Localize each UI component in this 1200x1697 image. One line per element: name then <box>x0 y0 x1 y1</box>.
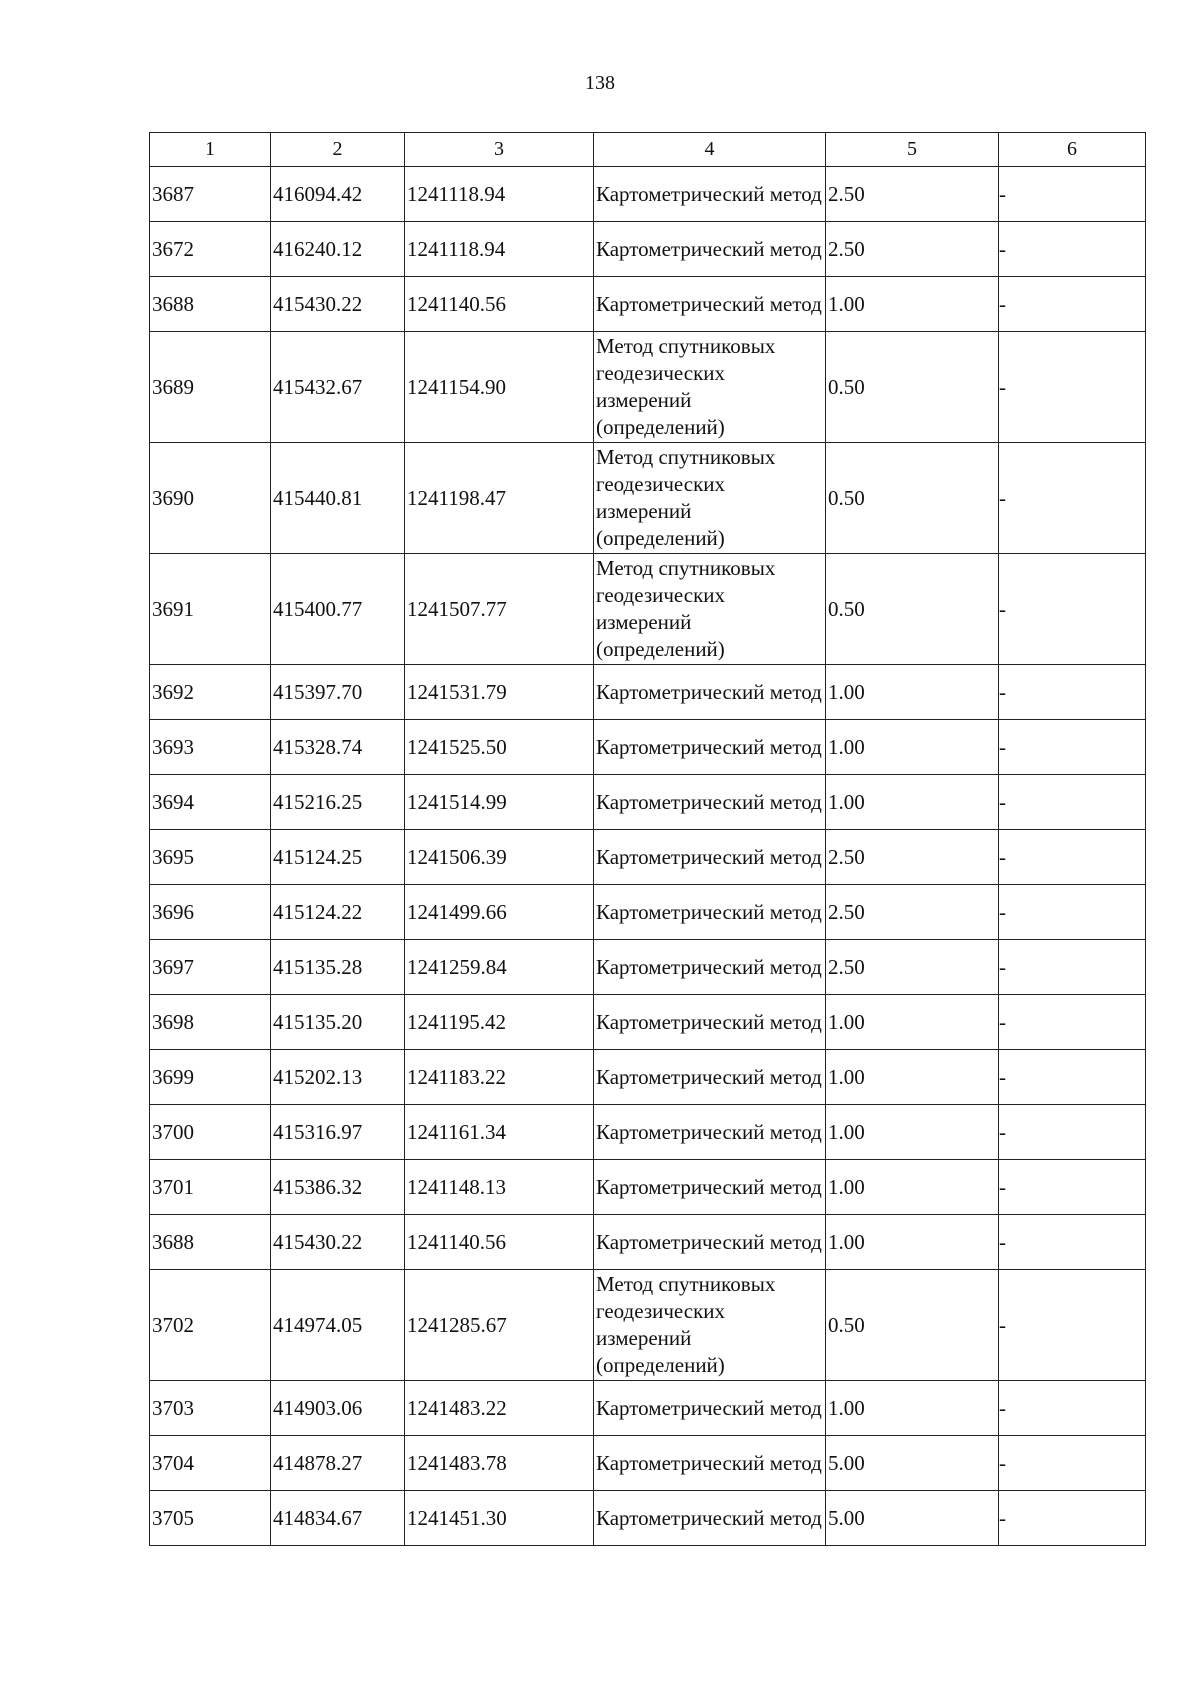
coordinate-y-cell: 1241507.77 <box>405 554 594 665</box>
method-cell: Метод спутниковых геодезических измерений (определений) <box>594 554 826 665</box>
table-row <box>150 775 1146 830</box>
method-cell: Метод спутниковых геодезических измерений (определений) <box>594 332 826 443</box>
column-header-5: 5 <box>826 133 999 167</box>
precision-cell: 1.00 <box>826 775 999 830</box>
method-cell: Картометрический метод <box>594 1491 826 1546</box>
method-cell: Картометрический метод <box>594 222 826 277</box>
point-number-cell: 3705 <box>150 1491 271 1546</box>
table-header-row <box>150 133 1146 167</box>
point-number-cell: 3695 <box>150 830 271 885</box>
note-cell: - <box>999 995 1146 1050</box>
note-cell: - <box>999 720 1146 775</box>
table-row <box>150 1105 1146 1160</box>
point-number-cell: 3700 <box>150 1105 271 1160</box>
table-row <box>150 1270 1146 1381</box>
table-row <box>150 167 1146 222</box>
coordinate-x-cell: 416094.42 <box>271 167 405 222</box>
point-number-cell: 3697 <box>150 940 271 995</box>
point-number-cell: 3696 <box>150 885 271 940</box>
method-cell: Картометрический метод <box>594 1436 826 1491</box>
precision-cell: 0.50 <box>826 332 999 443</box>
note-cell: - <box>999 1381 1146 1436</box>
coordinate-y-cell: 1241118.94 <box>405 167 594 222</box>
table-row <box>150 885 1146 940</box>
precision-cell: 2.50 <box>826 830 999 885</box>
method-cell: Картометрический метод <box>594 665 826 720</box>
coordinate-y-cell: 1241451.30 <box>405 1491 594 1546</box>
coordinate-x-cell: 415328.74 <box>271 720 405 775</box>
point-number-cell: 3690 <box>150 443 271 554</box>
method-cell: Картометрический метод <box>594 830 826 885</box>
note-cell: - <box>999 1215 1146 1270</box>
coordinate-x-cell: 415135.20 <box>271 995 405 1050</box>
coordinate-x-cell: 414834.67 <box>271 1491 405 1546</box>
note-cell: - <box>999 830 1146 885</box>
table-row <box>150 1381 1146 1436</box>
note-cell: - <box>999 1270 1146 1381</box>
column-header-1: 1 <box>150 133 271 167</box>
point-number-cell: 3687 <box>150 167 271 222</box>
table-row <box>150 940 1146 995</box>
precision-cell: 2.50 <box>826 167 999 222</box>
precision-cell: 1.00 <box>826 665 999 720</box>
table-row <box>150 995 1146 1050</box>
coordinate-y-cell: 1241499.66 <box>405 885 594 940</box>
note-cell: - <box>999 775 1146 830</box>
point-number-cell: 3694 <box>150 775 271 830</box>
coordinates-table <box>149 132 1146 1546</box>
coordinate-y-cell: 1241531.79 <box>405 665 594 720</box>
table-row <box>150 443 1146 554</box>
point-number-cell: 3699 <box>150 1050 271 1105</box>
precision-cell: 5.00 <box>826 1436 999 1491</box>
coordinate-y-cell: 1241259.84 <box>405 940 594 995</box>
note-cell: - <box>999 1160 1146 1215</box>
coordinate-x-cell: 415316.97 <box>271 1105 405 1160</box>
method-cell: Картометрический метод <box>594 1215 826 1270</box>
method-cell: Метод спутниковых геодезических измерений (определений) <box>594 443 826 554</box>
method-cell: Картометрический метод <box>594 940 826 995</box>
table-row <box>150 554 1146 665</box>
coordinate-x-cell: 415400.77 <box>271 554 405 665</box>
table-row <box>150 222 1146 277</box>
method-cell: Картометрический метод <box>594 720 826 775</box>
table-row <box>150 277 1146 332</box>
note-cell: - <box>999 332 1146 443</box>
coordinate-y-cell: 1241483.22 <box>405 1381 594 1436</box>
point-number-cell: 3702 <box>150 1270 271 1381</box>
method-cell: Картометрический метод <box>594 277 826 332</box>
method-cell: Метод спутниковых геодезических измерений (определений) <box>594 1270 826 1381</box>
precision-cell: 2.50 <box>826 885 999 940</box>
note-cell: - <box>999 443 1146 554</box>
note-cell: - <box>999 1050 1146 1105</box>
coordinate-y-cell: 1241161.34 <box>405 1105 594 1160</box>
point-number-cell: 3691 <box>150 554 271 665</box>
precision-cell: 5.00 <box>826 1491 999 1546</box>
method-cell: Картометрический метод <box>594 1160 826 1215</box>
method-cell: Картометрический метод <box>594 775 826 830</box>
method-cell: Картометрический метод <box>594 1050 826 1105</box>
table-body <box>150 167 1146 1546</box>
coordinate-x-cell: 415202.13 <box>271 1050 405 1105</box>
precision-cell: 1.00 <box>826 995 999 1050</box>
point-number-cell: 3698 <box>150 995 271 1050</box>
method-cell: Картометрический метод <box>594 167 826 222</box>
precision-cell: 1.00 <box>826 277 999 332</box>
precision-cell: 1.00 <box>826 1050 999 1105</box>
precision-cell: 0.50 <box>826 1270 999 1381</box>
coordinate-y-cell: 1241514.99 <box>405 775 594 830</box>
coordinate-x-cell: 415124.22 <box>271 885 405 940</box>
coordinate-y-cell: 1241483.78 <box>405 1436 594 1491</box>
coordinate-y-cell: 1241140.56 <box>405 277 594 332</box>
coordinate-y-cell: 1241525.50 <box>405 720 594 775</box>
precision-cell: 2.50 <box>826 222 999 277</box>
note-cell: - <box>999 167 1146 222</box>
coordinate-y-cell: 1241195.42 <box>405 995 594 1050</box>
method-cell: Картометрический метод <box>594 995 826 1050</box>
coordinate-x-cell: 415432.67 <box>271 332 405 443</box>
precision-cell: 1.00 <box>826 720 999 775</box>
coordinate-x-cell: 415430.22 <box>271 277 405 332</box>
coordinate-x-cell: 415440.81 <box>271 443 405 554</box>
table-row <box>150 1215 1146 1270</box>
coordinate-y-cell: 1241140.56 <box>405 1215 594 1270</box>
method-cell: Картометрический метод <box>594 885 826 940</box>
note-cell: - <box>999 885 1146 940</box>
coordinate-y-cell: 1241118.94 <box>405 222 594 277</box>
point-number-cell: 3704 <box>150 1436 271 1491</box>
note-cell: - <box>999 222 1146 277</box>
coordinate-y-cell: 1241183.22 <box>405 1050 594 1105</box>
coordinate-y-cell: 1241148.13 <box>405 1160 594 1215</box>
coordinate-x-cell: 415430.22 <box>271 1215 405 1270</box>
table-row <box>150 1436 1146 1491</box>
precision-cell: 0.50 <box>826 554 999 665</box>
method-cell: Картометрический метод <box>594 1105 826 1160</box>
precision-cell: 0.50 <box>826 443 999 554</box>
coordinate-y-cell: 1241154.90 <box>405 332 594 443</box>
method-cell: Картометрический метод <box>594 1381 826 1436</box>
note-cell: - <box>999 1436 1146 1491</box>
note-cell: - <box>999 940 1146 995</box>
column-header-2: 2 <box>271 133 405 167</box>
note-cell: - <box>999 665 1146 720</box>
point-number-cell: 3688 <box>150 1215 271 1270</box>
coordinate-x-cell: 415135.28 <box>271 940 405 995</box>
precision-cell: 1.00 <box>826 1105 999 1160</box>
point-number-cell: 3701 <box>150 1160 271 1215</box>
note-cell: - <box>999 1105 1146 1160</box>
point-number-cell: 3689 <box>150 332 271 443</box>
coordinate-x-cell: 415397.70 <box>271 665 405 720</box>
column-header-4: 4 <box>594 133 826 167</box>
coordinate-y-cell: 1241198.47 <box>405 443 594 554</box>
note-cell: - <box>999 277 1146 332</box>
precision-cell: 1.00 <box>826 1215 999 1270</box>
table-row <box>150 332 1146 443</box>
coordinate-x-cell: 415386.32 <box>271 1160 405 1215</box>
coordinate-y-cell: 1241285.67 <box>405 1270 594 1381</box>
coordinate-y-cell: 1241506.39 <box>405 830 594 885</box>
point-number-cell: 3672 <box>150 222 271 277</box>
page-number: 138 <box>585 72 615 94</box>
coordinate-x-cell: 414974.05 <box>271 1270 405 1381</box>
coordinate-x-cell: 414878.27 <box>271 1436 405 1491</box>
coordinate-x-cell: 416240.12 <box>271 222 405 277</box>
precision-cell: 1.00 <box>826 1381 999 1436</box>
precision-cell: 2.50 <box>826 940 999 995</box>
table-row <box>150 1050 1146 1105</box>
coordinate-x-cell: 414903.06 <box>271 1381 405 1436</box>
point-number-cell: 3693 <box>150 720 271 775</box>
column-header-6: 6 <box>999 133 1146 167</box>
table-row <box>150 665 1146 720</box>
coordinate-x-cell: 415216.25 <box>271 775 405 830</box>
column-header-3: 3 <box>405 133 594 167</box>
note-cell: - <box>999 554 1146 665</box>
precision-cell: 1.00 <box>826 1160 999 1215</box>
table-row <box>150 720 1146 775</box>
note-cell: - <box>999 1491 1146 1546</box>
table-row <box>150 830 1146 885</box>
coordinate-x-cell: 415124.25 <box>271 830 405 885</box>
point-number-cell: 3688 <box>150 277 271 332</box>
point-number-cell: 3703 <box>150 1381 271 1436</box>
table-row <box>150 1160 1146 1215</box>
table-row <box>150 1491 1146 1546</box>
point-number-cell: 3692 <box>150 665 271 720</box>
